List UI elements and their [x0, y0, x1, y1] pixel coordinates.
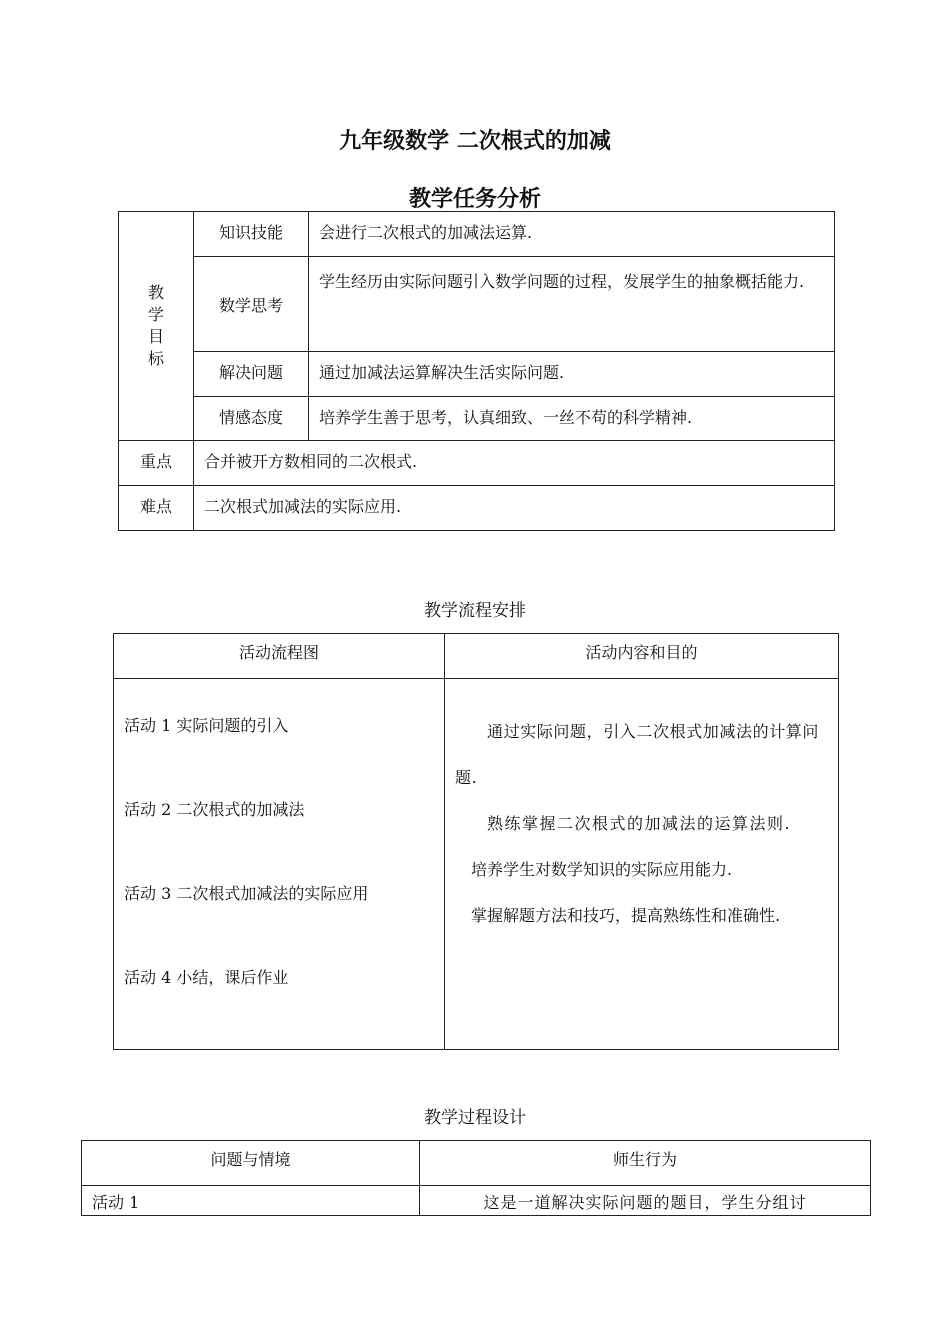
process-header-behavior: 师生行为 [420, 1141, 871, 1186]
goal-row-label: 数学思考 [194, 257, 309, 352]
section-title-flow: 教学流程安排 [424, 601, 526, 621]
difficulty-text: 二次根式加减法的实际应用. [194, 486, 835, 531]
activity-item: 活动 4 小结，课后作业 [124, 968, 289, 987]
section-title-process: 教学过程设计 [424, 1108, 526, 1128]
process-activity-label: 活动 1 [82, 1186, 420, 1216]
section-title-task-analysis: 教学任务分析 [408, 187, 541, 212]
activity-content: 培养学生对数学知识的实际应用能力. [471, 860, 733, 879]
teaching-flow-table [113, 633, 839, 1050]
process-header-situation: 问题与情境 [82, 1141, 420, 1186]
difficulty-label: 难点 [119, 486, 194, 531]
goal-row-label: 情感态度 [194, 397, 309, 441]
document-title: 九年级数学 二次根式的加减 [339, 129, 611, 154]
teaching-goal-label: 教 学 目 标 [119, 212, 194, 441]
teaching-process-table [81, 1140, 871, 1216]
activity-list [114, 679, 445, 1050]
goal-row-text: 会进行二次根式的加减法运算. [309, 212, 835, 257]
flow-header-content: 活动内容和目的 [445, 634, 839, 679]
activity-item: 活动 2 二次根式的加减法 [124, 800, 305, 819]
activity-item: 活动 3 二次根式加减法的实际应用 [124, 884, 369, 903]
activity-item: 活动 1 实际问题的引入 [124, 716, 289, 735]
goal-row-text: 通过加减法运算解决生活实际问题. [309, 352, 835, 397]
key-point-label: 重点 [119, 441, 194, 486]
goal-row-label: 知识技能 [194, 212, 309, 257]
goal-row-text: 培养学生善于思考，认真细致、一丝不苟的科学精神. [309, 397, 835, 441]
goal-row-label: 解决问题 [194, 352, 309, 397]
goal-row-text: 学生经历由实际问题引入数学问题的过程，发展学生的抽象概括能力. [309, 257, 835, 352]
flow-header-activity: 活动流程图 [114, 634, 445, 679]
activity-content: 熟练掌握二次根式的加减法的运算法则. [487, 814, 792, 833]
task-analysis-table [118, 211, 835, 531]
activity-content: 掌握解题方法和技巧，提高熟练性和准确性. [471, 906, 781, 925]
key-point-text: 合并被开方数相同的二次根式. [194, 441, 835, 486]
process-behavior-text: 这是一道解决实际问题的题目，学生分组讨 [420, 1186, 871, 1216]
activity-content: 通过实际问题，引入二次根式加减法的计算问题. [455, 722, 820, 787]
activity-content-list [445, 679, 839, 1050]
